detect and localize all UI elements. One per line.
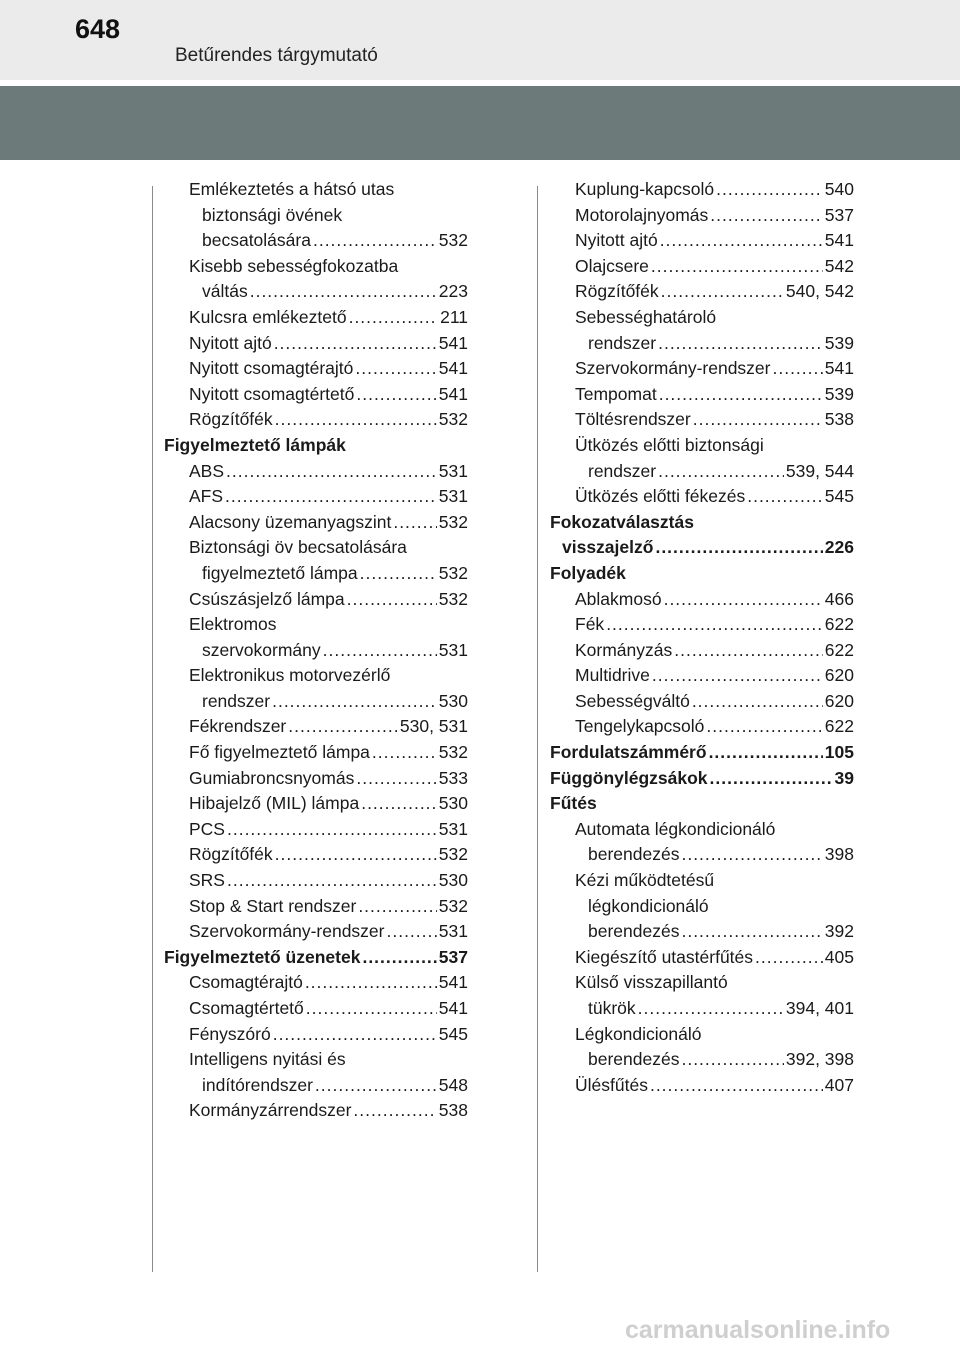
index-column-right bbox=[550, 177, 854, 1098]
entry-page-number[interactable]: 545 bbox=[438, 1023, 468, 1044]
entry-page-number[interactable]: 541 bbox=[438, 358, 468, 379]
entry-label: Függönylégzsákok bbox=[550, 767, 708, 788]
index-column-left bbox=[164, 177, 468, 1124]
entry-label: Kulcsra emlékeztető bbox=[189, 306, 347, 327]
index-entry bbox=[550, 331, 854, 357]
dot-leader bbox=[250, 279, 437, 305]
entry-label: Sebességváltó bbox=[575, 690, 690, 711]
entry-page-number[interactable]: 532 bbox=[438, 409, 468, 430]
index-entry bbox=[550, 663, 854, 689]
entry-label: Nyitott ajtó bbox=[575, 230, 658, 251]
entry-page-number[interactable]: 531 bbox=[438, 639, 468, 660]
index-entry bbox=[550, 203, 854, 229]
entry-page-number[interactable]: 398 bbox=[824, 844, 854, 865]
dot-leader bbox=[306, 996, 437, 1022]
index-entry bbox=[164, 587, 468, 613]
entry-page-number[interactable]: 537 bbox=[438, 946, 468, 967]
index-entry bbox=[550, 612, 854, 638]
entry-page-number[interactable]: 532 bbox=[438, 742, 468, 763]
index-entry bbox=[164, 459, 468, 485]
entry-label: biztonsági övének bbox=[202, 204, 343, 225]
entry-label: Tempomat bbox=[575, 383, 657, 404]
index-heading bbox=[550, 561, 854, 587]
dot-leader bbox=[692, 689, 823, 715]
entry-page-number[interactable]: 392 bbox=[824, 921, 854, 942]
index-entry bbox=[164, 791, 468, 817]
dot-leader bbox=[651, 254, 823, 280]
page-title: Betűrendes tárgymutató bbox=[175, 45, 378, 66]
dot-leader bbox=[386, 919, 436, 945]
entry-page-number[interactable]: 530 bbox=[438, 793, 468, 814]
entry-page-number[interactable]: 532 bbox=[438, 895, 468, 916]
dot-leader bbox=[227, 817, 437, 843]
entry-label: Kormányzárrendszer bbox=[189, 1100, 352, 1121]
entry-page-number[interactable]: 226 bbox=[824, 537, 854, 558]
entry-label: Automata légkondicionáló bbox=[575, 818, 776, 839]
index-entry bbox=[164, 561, 468, 587]
entry-label: Csomagtértető bbox=[189, 998, 304, 1018]
dot-leader bbox=[323, 638, 437, 664]
header-band bbox=[0, 86, 960, 160]
index-entry bbox=[550, 689, 854, 715]
page-header bbox=[0, 0, 960, 80]
index-entry bbox=[550, 996, 854, 1022]
dot-leader bbox=[349, 305, 439, 331]
entry-label: Fékrendszer bbox=[189, 716, 287, 737]
dot-leader bbox=[706, 714, 822, 740]
index-entry bbox=[550, 356, 854, 382]
index-entry bbox=[164, 356, 468, 382]
entry-label: Figyelmeztető lámpák bbox=[164, 434, 346, 455]
entry-label: Ülésfűtés bbox=[575, 1074, 648, 1095]
index-entry bbox=[550, 868, 854, 894]
index-entry bbox=[164, 740, 468, 766]
index-entry bbox=[164, 1073, 468, 1099]
entry-page-number[interactable]: 223 bbox=[438, 281, 468, 302]
entry-page-number[interactable]: 405 bbox=[824, 946, 854, 967]
entry-page-number[interactable]: 211 bbox=[440, 306, 468, 327]
index-entry bbox=[550, 484, 854, 510]
index-entry bbox=[550, 459, 854, 485]
dot-leader bbox=[315, 1073, 437, 1099]
index-entry bbox=[164, 382, 468, 408]
dot-leader bbox=[361, 791, 437, 817]
index-entry bbox=[550, 842, 854, 868]
entry-page-number[interactable]: 532 bbox=[438, 511, 468, 532]
entry-label: AFS bbox=[189, 486, 224, 507]
entry-label: Emlékeztetés a hátsó utas bbox=[189, 179, 395, 199]
index-entry bbox=[164, 919, 468, 945]
entry-page-number[interactable]: 539 bbox=[824, 383, 854, 404]
index-entry bbox=[164, 331, 468, 357]
entry-label: Motorolajnyomás bbox=[575, 204, 709, 225]
entry-page-number[interactable]: 541 bbox=[824, 358, 854, 379]
index-entry bbox=[164, 663, 468, 689]
dot-leader bbox=[227, 868, 437, 894]
dot-leader bbox=[360, 561, 437, 587]
entry-label: Olajcsere bbox=[575, 255, 649, 276]
entry-label: rendszer bbox=[202, 690, 271, 711]
index-entry bbox=[164, 1098, 468, 1124]
entry-label: Alacsony üzemanyagszint bbox=[189, 511, 392, 532]
dot-leader bbox=[358, 894, 436, 920]
entry-page-number[interactable]: 622 bbox=[824, 716, 854, 737]
entry-label: visszajelző bbox=[562, 537, 654, 558]
entry-page-number[interactable]: 541 bbox=[438, 972, 468, 993]
dot-leader bbox=[372, 740, 437, 766]
index-entry bbox=[164, 996, 468, 1022]
dot-leader bbox=[355, 356, 436, 382]
entry-label: becsatolására bbox=[202, 230, 311, 251]
entry-label: figyelmeztető lámpa bbox=[202, 562, 358, 583]
index-entry bbox=[550, 714, 854, 740]
index-entry bbox=[164, 970, 468, 996]
entry-label: Ablakmosó bbox=[575, 588, 662, 609]
index-entry bbox=[164, 510, 468, 536]
index-entry bbox=[550, 1073, 854, 1099]
left-column-rule bbox=[152, 186, 153, 1272]
entry-page-number[interactable]: 548 bbox=[438, 1074, 468, 1095]
dot-leader bbox=[710, 766, 833, 792]
entry-page-number[interactable]: 530, 531 bbox=[399, 716, 468, 737]
dot-leader bbox=[681, 1047, 783, 1073]
right-column-rule bbox=[537, 186, 538, 1272]
index-entry bbox=[550, 638, 854, 664]
entry-label: Kisebb sebességfokozatba bbox=[189, 255, 399, 276]
entry-page-number[interactable]: 531 bbox=[438, 460, 468, 481]
entry-page-number[interactable]: 541 bbox=[438, 332, 468, 353]
index-entry bbox=[550, 894, 854, 920]
dot-leader bbox=[652, 663, 823, 689]
entry-label: Ütközés előtti fékezés bbox=[575, 486, 746, 507]
index-entry bbox=[164, 305, 468, 331]
dot-leader bbox=[664, 587, 823, 613]
index-heading bbox=[550, 766, 854, 792]
entry-label: Nyitott csomagtérajtó bbox=[189, 358, 354, 379]
dot-leader bbox=[747, 484, 823, 510]
index-entry bbox=[164, 612, 468, 638]
entry-page-number[interactable]: 541 bbox=[438, 998, 468, 1018]
entry-label: berendezés bbox=[588, 1049, 680, 1070]
index-entry bbox=[164, 254, 468, 280]
entry-label: ABS bbox=[189, 460, 225, 481]
entry-label: Rögzítőfék bbox=[189, 409, 273, 430]
entry-label: Légkondicionáló bbox=[575, 1023, 702, 1044]
entry-page-number[interactable]: 542 bbox=[824, 255, 854, 276]
entry-page-number[interactable]: 540 bbox=[824, 179, 854, 199]
entry-label: Szervokormány-rendszer bbox=[575, 358, 771, 379]
entry-page-number[interactable]: 394, 401 bbox=[785, 998, 854, 1018]
index-entry bbox=[550, 228, 854, 254]
dot-leader bbox=[274, 331, 437, 357]
entry-page-number[interactable]: 540, 542 bbox=[785, 281, 854, 302]
entry-page-number[interactable]: 531 bbox=[438, 921, 468, 942]
entry-label: Külső visszapillantó bbox=[575, 972, 728, 993]
entry-label: Nyitott csomagtértető bbox=[189, 383, 355, 404]
dot-leader bbox=[658, 459, 784, 485]
index-entry bbox=[164, 535, 468, 561]
entry-page-number[interactable]: 538 bbox=[438, 1100, 468, 1121]
dot-leader bbox=[362, 945, 436, 971]
index-heading bbox=[164, 433, 468, 459]
index-entry bbox=[164, 177, 468, 203]
index-entry bbox=[164, 228, 468, 254]
dot-leader bbox=[606, 612, 823, 638]
entry-page-number[interactable]: 531 bbox=[438, 486, 468, 507]
index-entry bbox=[164, 1047, 468, 1073]
dot-leader bbox=[709, 740, 823, 766]
entry-label: Gumiabroncsnyomás bbox=[189, 767, 355, 788]
dot-leader bbox=[650, 1073, 823, 1099]
dot-leader bbox=[716, 177, 823, 203]
entry-label: Kézi működtetésű bbox=[575, 870, 715, 891]
dot-leader bbox=[655, 535, 822, 561]
watermark: carmanualsonline.info bbox=[625, 1316, 891, 1344]
entry-page-number[interactable]: 538 bbox=[824, 409, 854, 430]
index-entry bbox=[164, 279, 468, 305]
dot-leader bbox=[288, 714, 398, 740]
index-entry bbox=[550, 587, 854, 613]
entry-label: Rögzítőfék bbox=[575, 281, 659, 302]
dot-leader bbox=[660, 228, 823, 254]
index-entry bbox=[550, 1022, 854, 1048]
dot-leader bbox=[674, 638, 823, 664]
dot-leader bbox=[772, 356, 822, 382]
entry-label: Csomagtérajtó bbox=[189, 972, 303, 993]
entry-label: Kormányzás bbox=[575, 639, 673, 660]
entry-label: PCS bbox=[189, 818, 225, 839]
index-entry bbox=[164, 868, 468, 894]
entry-label: Nyitott ajtó bbox=[189, 332, 272, 353]
entry-label: Hibajelző (MIL) lámpa bbox=[189, 793, 360, 814]
entry-label: Kiegészítő utastérfűtés bbox=[575, 946, 754, 967]
entry-page-number[interactable]: 532 bbox=[438, 844, 468, 865]
dot-leader bbox=[275, 407, 437, 433]
dot-leader bbox=[356, 382, 436, 408]
dot-leader bbox=[347, 587, 437, 613]
entry-page-number[interactable]: 532 bbox=[438, 588, 468, 609]
dot-leader bbox=[658, 331, 823, 357]
dot-leader bbox=[681, 842, 822, 868]
index-entry bbox=[550, 1047, 854, 1073]
dot-leader bbox=[313, 228, 437, 254]
entry-page-number[interactable]: 541 bbox=[438, 383, 468, 404]
index-entry bbox=[550, 407, 854, 433]
entry-label: indítórendszer bbox=[202, 1074, 313, 1095]
entry-label: szervokormány bbox=[202, 639, 321, 660]
index-entry bbox=[550, 433, 854, 459]
entry-page-number[interactable]: 620 bbox=[824, 690, 854, 711]
dot-leader bbox=[226, 459, 437, 485]
index-entry bbox=[164, 203, 468, 229]
entry-label: Sebességhatároló bbox=[575, 306, 717, 327]
index-entry bbox=[550, 279, 854, 305]
entry-label: Fő figyelmeztető lámpa bbox=[189, 742, 370, 763]
entry-label: Tengelykapcsoló bbox=[575, 716, 705, 737]
entry-label: berendezés bbox=[588, 921, 680, 942]
entry-page-number[interactable]: 545 bbox=[824, 486, 854, 507]
entry-page-number[interactable]: 530 bbox=[438, 870, 468, 891]
index-entry bbox=[550, 177, 854, 203]
entry-label: Biztonsági öv becsatolására bbox=[189, 537, 407, 558]
index-entry bbox=[164, 407, 468, 433]
entry-page-number[interactable]: 466 bbox=[824, 588, 854, 609]
entry-label: Ütközés előtti biztonsági bbox=[575, 434, 764, 455]
entry-page-number[interactable]: 622 bbox=[824, 639, 854, 660]
entry-page-number[interactable]: 541 bbox=[824, 230, 854, 251]
entry-label: Figyelmeztető üzenetek bbox=[164, 946, 361, 967]
entry-label: Elektromos bbox=[189, 614, 277, 635]
entry-label: légkondicionáló bbox=[588, 895, 709, 916]
entry-label: rendszer bbox=[588, 460, 657, 481]
dot-leader bbox=[681, 919, 822, 945]
entry-label: Szervokormány-rendszer bbox=[189, 921, 385, 942]
dot-leader bbox=[356, 766, 436, 792]
index-entry bbox=[164, 638, 468, 664]
dot-leader bbox=[275, 842, 437, 868]
index-entry bbox=[550, 945, 854, 971]
entry-label: tükrök bbox=[588, 998, 636, 1018]
entry-page-number[interactable]: 407 bbox=[824, 1074, 854, 1095]
entry-label: Rögzítőfék bbox=[189, 844, 273, 865]
entry-page-number[interactable]: 539 bbox=[824, 332, 854, 353]
index-entry bbox=[164, 842, 468, 868]
index-entry bbox=[550, 305, 854, 331]
entry-label: Fokozatválasztás bbox=[550, 511, 694, 532]
index-entry bbox=[164, 689, 468, 715]
entry-label: Fék bbox=[575, 614, 605, 635]
entry-label: rendszer bbox=[588, 332, 657, 353]
entry-page-number[interactable]: 530 bbox=[438, 690, 468, 711]
entry-label: Intelligens nyitási és bbox=[189, 1049, 346, 1070]
dot-leader bbox=[305, 970, 437, 996]
index-heading bbox=[550, 791, 854, 817]
entry-page-number[interactable]: 537 bbox=[824, 204, 854, 225]
index-entry bbox=[550, 919, 854, 945]
entry-label: Kuplung-kapcsoló bbox=[575, 179, 715, 199]
entry-label: Fordulatszámmérő bbox=[550, 742, 707, 763]
dot-leader bbox=[393, 510, 436, 536]
dot-leader bbox=[661, 279, 784, 305]
index-entry bbox=[164, 894, 468, 920]
index-heading bbox=[550, 740, 854, 766]
dot-leader bbox=[225, 484, 437, 510]
index-entry bbox=[164, 1022, 468, 1048]
entry-label: Elektronikus motorvezérlő bbox=[189, 665, 391, 686]
entry-label: Multidrive bbox=[575, 665, 650, 686]
dot-leader bbox=[659, 382, 823, 408]
entry-label: Töltésrendszer bbox=[575, 409, 691, 430]
entry-page-number[interactable]: 533 bbox=[438, 767, 468, 788]
index-entry bbox=[550, 382, 854, 408]
index-entry bbox=[550, 970, 854, 996]
index-entry bbox=[164, 714, 468, 740]
index-heading bbox=[164, 945, 468, 971]
entry-page-number[interactable]: 622 bbox=[824, 614, 854, 635]
index-entry bbox=[164, 766, 468, 792]
index-entry bbox=[550, 254, 854, 280]
dot-leader bbox=[273, 1022, 437, 1048]
index-heading bbox=[550, 535, 854, 561]
index-entry bbox=[164, 484, 468, 510]
entry-page-number[interactable]: 532 bbox=[438, 230, 468, 251]
entry-label: SRS bbox=[189, 870, 225, 891]
entry-page-number[interactable]: 39 bbox=[834, 767, 854, 788]
entry-page-number[interactable]: 392, 398 bbox=[785, 1049, 854, 1070]
entry-label: berendezés bbox=[588, 844, 680, 865]
page-number: 648 bbox=[75, 14, 121, 44]
entry-label: Folyadék bbox=[550, 562, 626, 583]
dot-leader bbox=[638, 996, 784, 1022]
entry-label: Csúszásjelző lámpa bbox=[189, 588, 345, 609]
dot-leader bbox=[755, 945, 823, 971]
dot-leader bbox=[353, 1098, 436, 1124]
dot-leader bbox=[693, 407, 823, 433]
entry-page-number[interactable]: 539, 544 bbox=[785, 460, 854, 481]
entry-page-number[interactable]: 105 bbox=[824, 742, 854, 763]
entry-label: Stop & Start rendszer bbox=[189, 895, 357, 916]
entry-page-number[interactable]: 532 bbox=[438, 562, 468, 583]
entry-label: Fényszóró bbox=[189, 1023, 271, 1044]
index-entry bbox=[164, 817, 468, 843]
index-heading bbox=[550, 510, 854, 536]
dot-leader bbox=[272, 689, 437, 715]
index-entry bbox=[550, 817, 854, 843]
entry-label: váltás bbox=[202, 281, 248, 302]
entry-label: Fűtés bbox=[550, 793, 597, 814]
entry-page-number[interactable]: 531 bbox=[438, 818, 468, 839]
dot-leader bbox=[710, 203, 823, 229]
entry-page-number[interactable]: 620 bbox=[824, 665, 854, 686]
